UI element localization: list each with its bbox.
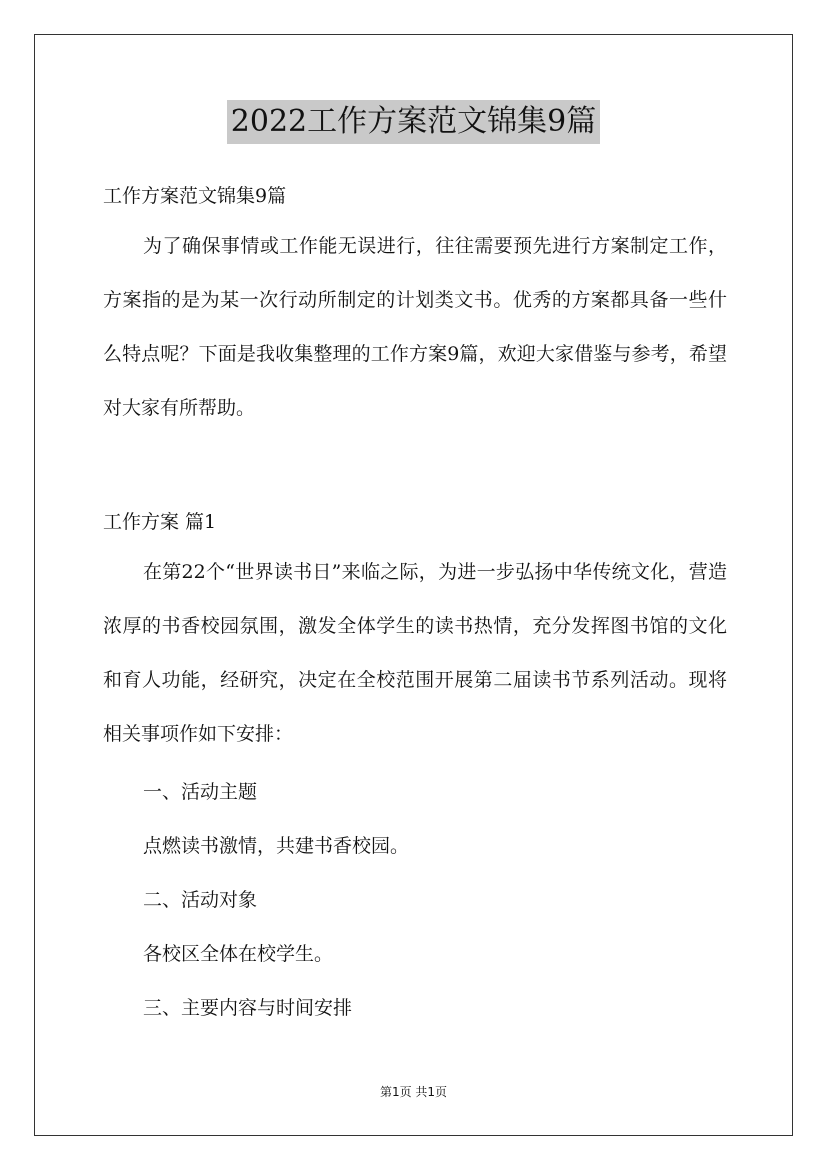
intro-paragraph: 为了确保事情或工作能无误进行，往往需要预先进行方案制定工作，方案指的是为某一次行动所制定的计划类文书。优秀的方案都具备一些什么特点呢？下面是我收集整理的工作方案9篇，欢迎大家借鉴与参考，希望对大家有所帮助。	[103, 235, 727, 419]
list-item-text: 点燃读书激情，共建书香校园。	[143, 835, 410, 857]
list-item-heading: 一、活动主题	[143, 781, 258, 803]
section-heading: 工作方案 篇1	[103, 511, 217, 533]
title-container	[0, 100, 827, 144]
document-subtitle: 工作方案范文锦集9篇	[103, 185, 287, 207]
list-item-text: 各校区全体在校学生。	[143, 943, 334, 965]
document-title: 2022工作方案范文锦集9篇	[227, 100, 600, 144]
page-footer: 第1页 共1页	[379, 1085, 448, 1099]
list-item-heading: 三、主要内容与时间安排	[143, 997, 353, 1019]
list-item-heading: 二、活动对象	[143, 889, 258, 911]
section-paragraph: 在第22个“世界读书日”来临之际，为进一步弘扬中华传统文化，营造浓厚的书香校园氛围，激发全体学生的读书热情，充分发挥图书馆的文化和育人功能，经研究，决定在全校范围开展第二届读书节系列活动。现将相关事项作如下安排：	[103, 561, 727, 745]
